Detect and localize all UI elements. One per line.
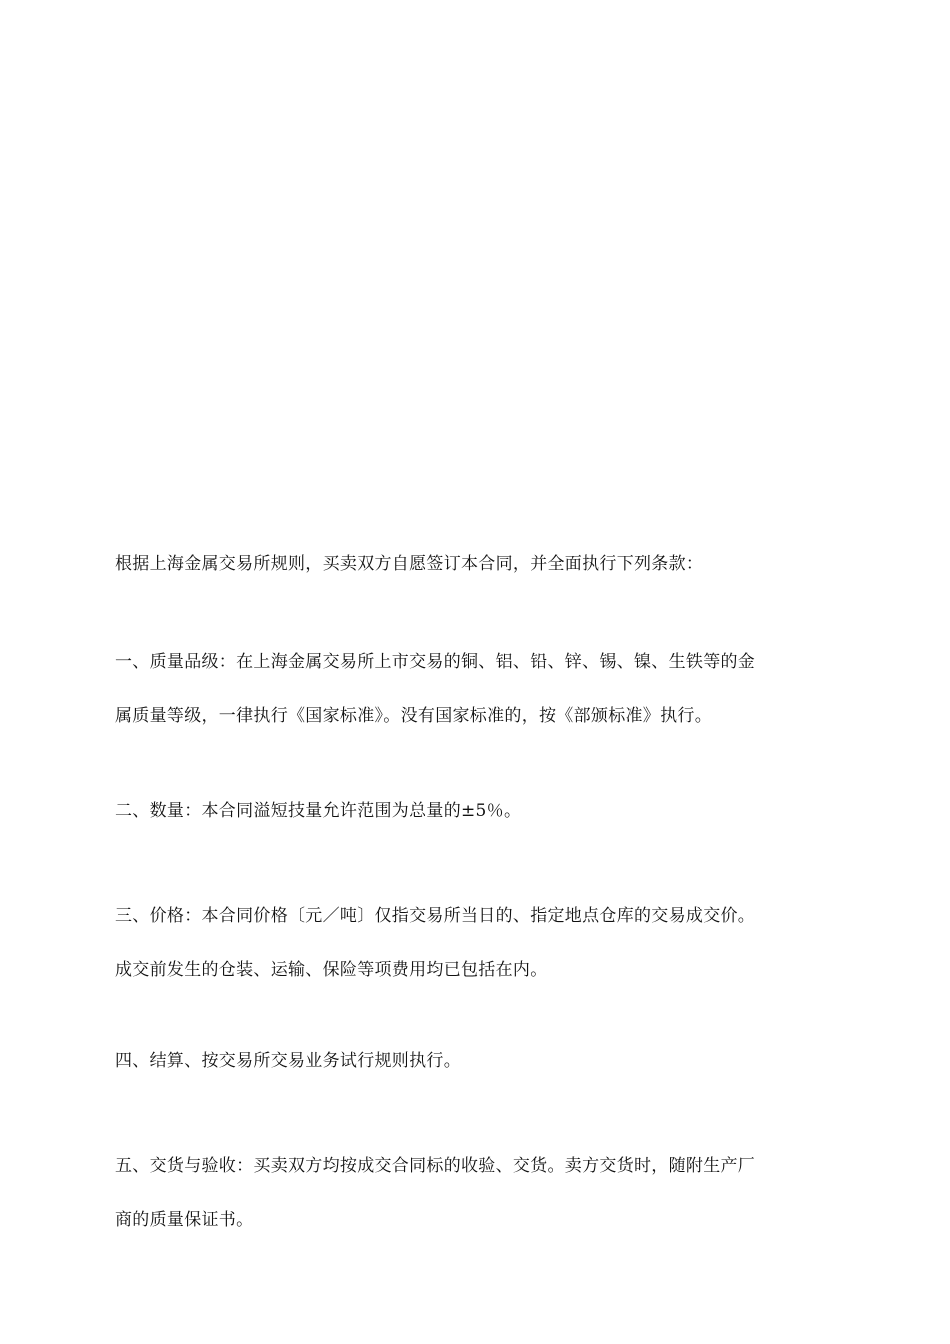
clause-settlement-line-1: 四、结算、按交易所交易业务试行规则执行。 bbox=[115, 1051, 461, 1071]
clause-price-line-2: 成交前发生的仓装、运输、保险等项费用均已包括在内。 bbox=[115, 960, 548, 980]
clause-quantity bbox=[115, 797, 840, 825]
clause-delivery bbox=[115, 1152, 840, 1234]
clause-price-line-1: 三、价格：本合同价格〔元／吨〕仅指交易所当日的、指定地点仓库的交易成交价。 bbox=[115, 906, 756, 926]
clause-quality-line-2: 属质量等级，一律执行《国家标准》。没有国家标准的，按《部颁标准》执行。 bbox=[115, 706, 712, 726]
clause-delivery-line-2: 商的质量保证书。 bbox=[115, 1210, 254, 1230]
clause-quality bbox=[115, 648, 840, 730]
clause-quality-line-1: 一、质量品级：在上海金属交易所上市交易的铜、铝、铅、锌、锡、镍、生铁等的金 bbox=[115, 652, 756, 672]
clause-settlement bbox=[115, 1047, 840, 1075]
intro-paragraph bbox=[115, 550, 840, 578]
clause-price bbox=[115, 902, 840, 984]
intro-line: 根据上海金属交易所规则，买卖双方自愿签订本合同，并全面执行下列条款： bbox=[115, 554, 704, 574]
clause-quantity-line-1: 二、数量：本合同溢短技量允许范围为总量的±5％。 bbox=[115, 801, 522, 821]
clause-delivery-line-1: 五、交货与验收：买卖双方均按成交合同标的收验、交货。卖方交货时，随附生产厂 bbox=[115, 1156, 756, 1176]
